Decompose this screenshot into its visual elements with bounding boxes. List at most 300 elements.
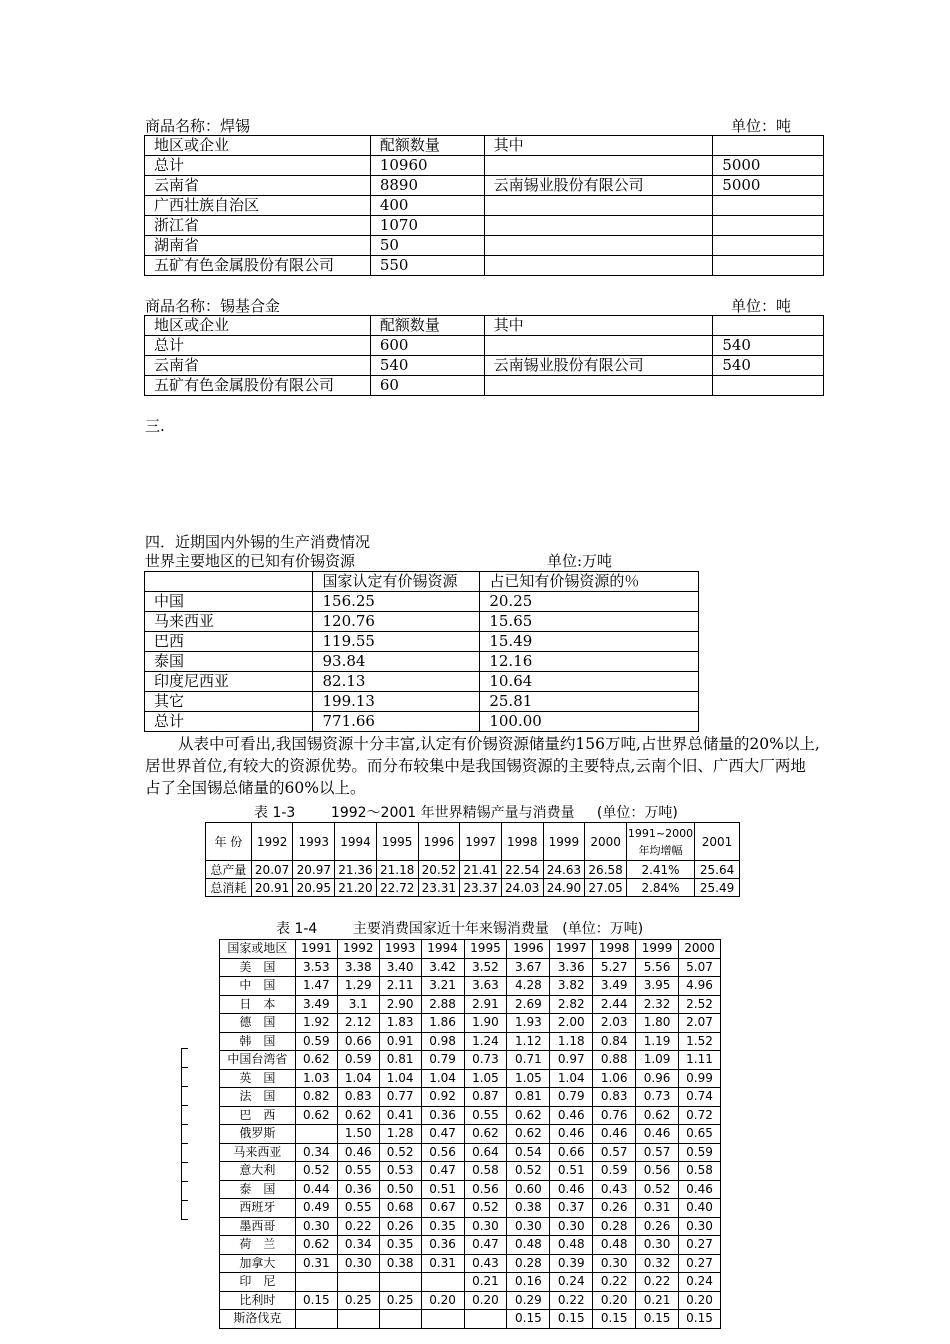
table-header-cell: 1995 (464, 940, 507, 959)
table-row (220, 1254, 721, 1273)
section-four-heading: 四．近期国内外锡的生产消费情况 (145, 533, 371, 551)
table-row (145, 156, 824, 176)
table-cell: 3.1 (337, 995, 379, 1014)
table-cell: 总计 (145, 156, 371, 176)
table-cell: 马来西亚 (145, 612, 313, 632)
table-cell (713, 236, 824, 256)
table-cell: 2.90 (379, 995, 421, 1014)
table-cell: 24.90 (543, 879, 585, 897)
table-cell: 0.52 (507, 1162, 550, 1181)
table-cell: 比利时 (220, 1291, 296, 1310)
table-row (206, 879, 740, 897)
table-cell: 2.32 (636, 995, 679, 1014)
table-cell: 0.50 (379, 1180, 421, 1199)
table-header-cell (145, 572, 313, 592)
table-cell: 540 (713, 356, 824, 376)
table-cell: 2.44 (593, 995, 636, 1014)
table-cell: 22.72 (376, 879, 418, 897)
table-row (220, 1291, 721, 1310)
table-cell: 0.59 (679, 1143, 721, 1162)
table-row (145, 216, 824, 236)
table-cell: 荷 兰 (220, 1236, 296, 1255)
table-cell: 0.52 (379, 1143, 421, 1162)
table-cell: 25.64 (695, 861, 740, 879)
table-cell: 3.95 (636, 977, 679, 996)
table-cell: 0.44 (295, 1180, 337, 1199)
table-cell: 印 尼 (220, 1273, 296, 1292)
table-cell: 1.04 (379, 1069, 421, 1088)
table-cell: 2.11 (379, 977, 421, 996)
table-cell: 0.52 (636, 1180, 679, 1199)
table-cell: 墨西哥 (220, 1217, 296, 1236)
table-row (145, 632, 699, 652)
table-cell: 12.16 (480, 652, 699, 672)
table-cell: 0.25 (379, 1291, 421, 1310)
table-header-row (145, 572, 699, 592)
table-cell: 1.29 (337, 977, 379, 996)
margin-bracket (181, 1048, 188, 1220)
table-cell: 0.30 (550, 1217, 593, 1236)
table-cell (421, 1310, 464, 1329)
table-row (220, 1069, 721, 1088)
table-cell: 0.15 (507, 1310, 550, 1329)
table-cell: 0.47 (421, 1125, 464, 1144)
table-cell: 82.13 (313, 672, 480, 692)
table-cell: 1.04 (337, 1069, 379, 1088)
table-cell: 0.48 (550, 1236, 593, 1255)
table-cell: 0.51 (550, 1162, 593, 1181)
table-cell: 550 (370, 256, 484, 276)
table-cell: 0.30 (464, 1217, 507, 1236)
table-cell: 1.04 (421, 1069, 464, 1088)
table-header-cell: 1998 (593, 940, 636, 959)
table-header-cell: 1993 (293, 823, 335, 861)
table-cell: 0.22 (550, 1291, 593, 1310)
table-cell: 1.11 (679, 1051, 721, 1070)
table-cell: 0.31 (295, 1254, 337, 1273)
table-cell: 1.28 (379, 1125, 421, 1144)
table-row (220, 1032, 721, 1051)
table-header-cell: 1998 (501, 823, 543, 861)
table-cell: 0.48 (507, 1236, 550, 1255)
table-cell: 总消耗 (206, 879, 252, 897)
table-cell: 0.20 (421, 1291, 464, 1310)
table-cell (464, 1310, 507, 1329)
table-cell: 0.49 (295, 1199, 337, 1218)
table-cell: 0.66 (550, 1143, 593, 1162)
consumption-by-country-table (219, 939, 721, 1329)
table-cell: 0.46 (550, 1106, 593, 1125)
table-cell: 0.52 (464, 1199, 507, 1218)
table-header-cell (713, 316, 824, 336)
unit-label-alloy: 单位：吨 (731, 297, 792, 315)
table-cell: 0.25 (337, 1291, 379, 1310)
table-cell: 0.55 (337, 1162, 379, 1181)
table-cell: 总产量 (206, 861, 252, 879)
table-cell: 0.59 (593, 1162, 636, 1181)
table-cell: 0.65 (679, 1125, 721, 1144)
table-header-row (145, 316, 824, 336)
table-cell: 0.76 (593, 1106, 636, 1125)
table-cell: 泰国 (145, 652, 313, 672)
table-cell: 0.31 (421, 1254, 464, 1273)
table-cell: 0.48 (593, 1236, 636, 1255)
table-cell: 0.56 (464, 1180, 507, 1199)
table-row (220, 1180, 721, 1199)
table-cell: 2.69 (507, 995, 550, 1014)
table-cell: 1.83 (379, 1014, 421, 1033)
table-cell: 0.27 (679, 1254, 721, 1273)
table-cell: 5.07 (679, 958, 721, 977)
table-cell: 0.62 (636, 1106, 679, 1125)
table-row (220, 1051, 721, 1070)
table-cell: 云南省 (145, 356, 371, 376)
table-cell: 0.81 (507, 1088, 550, 1107)
analysis-paragraph: 从表中可看出,我国锡资源十分丰富,认定有价锡资源储量约156万吨,占世界总储量的20%以上,居世界首位,有较大的资源优势。而分布较集中是我国锡资源的主要特点,云南个旧、广西大厂两地占了全国锡总储量的60%以上。 (145, 735, 820, 797)
table-cell: 0.97 (550, 1051, 593, 1070)
table-header-cell: 2000 (585, 823, 627, 861)
table-cell: 0.36 (421, 1106, 464, 1125)
table-cell: 0.29 (507, 1291, 550, 1310)
table-header-cell: 1991 (295, 940, 337, 959)
table-cell: 22.54 (501, 861, 543, 879)
table-cell: 1.06 (593, 1069, 636, 1088)
table-cell: 25.81 (480, 692, 699, 712)
table-cell: 0.60 (507, 1180, 550, 1199)
table-cell: 15.65 (480, 612, 699, 632)
table-cell: 3.42 (421, 958, 464, 977)
table-cell: 0.26 (593, 1199, 636, 1218)
table-header-cell: 配额数量 (370, 136, 484, 156)
table-cell: 0.79 (550, 1088, 593, 1107)
table-cell: 0.72 (679, 1106, 721, 1125)
table-cell: 23.31 (418, 879, 460, 897)
table-cell: 3.49 (593, 977, 636, 996)
table-cell: 0.57 (593, 1143, 636, 1162)
table-cell: 2.07 (679, 1014, 721, 1033)
table-cell: 0.15 (679, 1310, 721, 1329)
table-cell (421, 1273, 464, 1292)
table-cell: 0.83 (593, 1088, 636, 1107)
table-cell: 3.38 (337, 958, 379, 977)
table-row (145, 652, 699, 672)
table-cell: 0.99 (679, 1069, 721, 1088)
table-cell: 0.73 (636, 1088, 679, 1107)
table-cell: 1.80 (636, 1014, 679, 1033)
table-cell: 0.36 (421, 1236, 464, 1255)
table-header-cell: 年 份 (206, 823, 252, 861)
table-cell: 0.82 (295, 1088, 337, 1107)
table-cell: 100.00 (480, 712, 699, 732)
table-cell: 0.92 (421, 1088, 464, 1107)
table-cell: 1.12 (507, 1032, 550, 1051)
table-cell: 3.53 (295, 958, 337, 977)
table-cell: 0.24 (679, 1273, 721, 1292)
table13-caption: 表 1-3 1992～2001 年世界精锡产量与消费量 (单位：万吨) (254, 805, 678, 821)
table-cell: 10960 (370, 156, 484, 176)
table-cell: 0.36 (337, 1180, 379, 1199)
section-three-heading: 三. (145, 417, 165, 435)
table-header-cell: 1992 (337, 940, 379, 959)
table-row (220, 1143, 721, 1162)
table-cell: 2.41% (626, 861, 694, 879)
table-row (145, 612, 699, 632)
table-cell (484, 336, 713, 356)
table-cell: 0.55 (464, 1106, 507, 1125)
table-cell: 法 国 (220, 1088, 296, 1107)
table-cell: 1.92 (295, 1014, 337, 1033)
table-header-row (206, 823, 740, 861)
table-cell: 0.62 (295, 1106, 337, 1125)
table-row (145, 176, 824, 196)
table-cell: 泰 国 (220, 1180, 296, 1199)
table-cell: 0.58 (464, 1162, 507, 1181)
table-cell: 120.76 (313, 612, 480, 632)
table-row (206, 861, 740, 879)
table-cell: 印度尼西亚 (145, 672, 313, 692)
table-cell: 1.47 (295, 977, 337, 996)
table-header-cell: 1994 (335, 823, 377, 861)
table-cell: 600 (370, 336, 484, 356)
table-cell: 2.03 (593, 1014, 636, 1033)
world-tin-production-table (205, 822, 740, 897)
table-cell: 21.36 (335, 861, 377, 879)
table-cell: 0.83 (337, 1088, 379, 1107)
table-row (145, 336, 824, 356)
table-cell: 1.03 (295, 1069, 337, 1088)
table-cell: 15.49 (480, 632, 699, 652)
product-label-solder: 商品名称：焊锡 (145, 117, 251, 135)
table-cell: 0.30 (636, 1236, 679, 1255)
table-cell: 540 (370, 356, 484, 376)
table-cell: 0.46 (679, 1180, 721, 1199)
table-cell: 0.15 (295, 1291, 337, 1310)
table-header-row (145, 136, 824, 156)
table-cell: 0.81 (379, 1051, 421, 1070)
table-cell: 20.07 (251, 861, 293, 879)
table-cell: 中 国 (220, 977, 296, 996)
table-cell: 0.35 (379, 1236, 421, 1255)
table-cell: 1070 (370, 216, 484, 236)
table-cell (713, 196, 824, 216)
table-cell: 0.43 (464, 1254, 507, 1273)
table-cell: 0.87 (464, 1088, 507, 1107)
table-cell: 540 (713, 336, 824, 356)
table-row (145, 672, 699, 692)
table-cell: 0.43 (593, 1180, 636, 1199)
table-cell: 0.46 (337, 1143, 379, 1162)
table-cell: 3.63 (464, 977, 507, 996)
table-row (145, 712, 699, 732)
table-cell: 俄罗斯 (220, 1125, 296, 1144)
table-header-cell: 国家认定有价锡资源 (313, 572, 480, 592)
table-cell: 0.79 (421, 1051, 464, 1070)
table-cell: 0.58 (679, 1162, 721, 1181)
table-row (145, 256, 824, 276)
table-cell: 巴 西 (220, 1106, 296, 1125)
table-cell: 1.90 (464, 1014, 507, 1033)
table-cell: 0.26 (636, 1217, 679, 1236)
table-header-cell: 2001 (695, 823, 740, 861)
table-cell: 25.49 (695, 879, 740, 897)
table-cell: 0.59 (295, 1032, 337, 1051)
table-row (220, 1199, 721, 1218)
table-cell: 0.30 (507, 1217, 550, 1236)
table-cell: 2.88 (421, 995, 464, 1014)
table-cell: 23.37 (460, 879, 502, 897)
table-cell: 60 (370, 376, 484, 396)
table-cell (379, 1310, 421, 1329)
table-cell (337, 1310, 379, 1329)
table-cell: 1.24 (464, 1032, 507, 1051)
table-cell (484, 196, 713, 216)
table14-caption: 表 1-4 主要消费国家近十年来锡消费量 (单位：万吨) (276, 921, 644, 937)
table-cell: 0.38 (507, 1199, 550, 1218)
table-cell: 0.62 (507, 1106, 550, 1125)
table-cell: 0.22 (593, 1273, 636, 1292)
table-cell: 0.54 (507, 1143, 550, 1162)
table-cell: 韩 国 (220, 1032, 296, 1051)
table-cell: 0.15 (593, 1310, 636, 1329)
table-cell: 8890 (370, 176, 484, 196)
table-cell: 0.20 (464, 1291, 507, 1310)
table-cell: 0.66 (337, 1032, 379, 1051)
table-header-cell: 1993 (379, 940, 421, 959)
table-cell: 0.67 (421, 1199, 464, 1218)
table-cell: 0.35 (421, 1217, 464, 1236)
table-header-cell: 配额数量 (370, 316, 484, 336)
table-cell: 400 (370, 196, 484, 216)
table-cell: 0.34 (295, 1143, 337, 1162)
table-cell: 2.82 (550, 995, 593, 1014)
table-cell: 马来西亚 (220, 1143, 296, 1162)
table-cell: 0.16 (507, 1273, 550, 1292)
table-header-cell: 1994 (421, 940, 464, 959)
table-cell: 0.15 (550, 1310, 593, 1329)
table-cell (713, 376, 824, 396)
table-header-cell: 2000 (679, 940, 721, 959)
table-cell: 24.63 (543, 861, 585, 879)
table-cell: 德 国 (220, 1014, 296, 1033)
table-cell: 0.74 (679, 1088, 721, 1107)
table-cell: 斯洛伐克 (220, 1310, 296, 1329)
table-cell: 美 国 (220, 958, 296, 977)
table-cell: 0.62 (295, 1236, 337, 1255)
table-cell: 0.20 (593, 1291, 636, 1310)
table-row (220, 1310, 721, 1329)
unit-label-solder: 单位：吨 (731, 117, 792, 135)
table-row (220, 995, 721, 1014)
table-header-cell: 1995 (376, 823, 418, 861)
table-header-cell: 1999 (543, 823, 585, 861)
table-cell: 3.21 (421, 977, 464, 996)
table-header-cell: 地区或企业 (145, 316, 371, 336)
table-cell: 0.77 (379, 1088, 421, 1107)
table-cell: 3.67 (507, 958, 550, 977)
table-cell: 其它 (145, 692, 313, 712)
table-cell: 0.30 (337, 1254, 379, 1273)
table-cell: 0.37 (550, 1199, 593, 1218)
table-cell: 0.39 (550, 1254, 593, 1273)
table-cell: 0.30 (295, 1217, 337, 1236)
table-cell: 5000 (713, 176, 824, 196)
table-cell: 加拿大 (220, 1254, 296, 1273)
table-cell: 3.82 (550, 977, 593, 996)
table-cell: 0.47 (421, 1162, 464, 1181)
table-row (145, 236, 824, 256)
table-header-cell (713, 136, 824, 156)
table-cell: 0.68 (379, 1199, 421, 1218)
table-cell: 0.27 (679, 1236, 721, 1255)
table-cell: 0.31 (636, 1199, 679, 1218)
table-cell: 0.56 (421, 1143, 464, 1162)
table-cell: 0.30 (679, 1217, 721, 1236)
table-header-cell: 1996 (418, 823, 460, 861)
table-cell: 1.93 (507, 1014, 550, 1033)
table-cell: 2.00 (550, 1014, 593, 1033)
table-cell: 0.53 (379, 1162, 421, 1181)
table-cell: 总计 (145, 336, 371, 356)
table-cell: 199.13 (313, 692, 480, 712)
table-cell: 0.55 (337, 1199, 379, 1218)
table-cell: 云南锡业股份有限公司 (484, 176, 713, 196)
table-cell: 1.52 (679, 1032, 721, 1051)
table-cell: 1.05 (507, 1069, 550, 1088)
table-header-cell: 1997 (460, 823, 502, 861)
table-header-cell: 其中 (484, 136, 713, 156)
table-row (220, 958, 721, 977)
table-cell: 0.57 (636, 1143, 679, 1162)
table-cell: 20.25 (480, 592, 699, 612)
table-cell: 0.41 (379, 1106, 421, 1125)
table-cell: 27.05 (585, 879, 627, 897)
table-row (220, 1106, 721, 1125)
table-cell: 总计 (145, 712, 313, 732)
table-row (220, 1088, 721, 1107)
table-cell: 5.27 (593, 958, 636, 977)
table-cell: 10.64 (480, 672, 699, 692)
table-cell: 20.52 (418, 861, 460, 879)
table-cell: 西班牙 (220, 1199, 296, 1218)
table-cell: 0.15 (636, 1310, 679, 1329)
table-cell (295, 1310, 337, 1329)
table-header-cell: 国家或地区 (220, 940, 296, 959)
table-cell: 26.58 (585, 861, 627, 879)
table-cell: 50 (370, 236, 484, 256)
table-cell: 156.25 (313, 592, 480, 612)
table-cell: 0.59 (337, 1051, 379, 1070)
table-cell: 中国 (145, 592, 313, 612)
table-header-cell: 1997 (550, 940, 593, 959)
table-cell: 0.62 (507, 1125, 550, 1144)
table-cell: 771.66 (313, 712, 480, 732)
table-cell: 英 国 (220, 1069, 296, 1088)
table-row (220, 1162, 721, 1181)
table-cell: 0.46 (550, 1125, 593, 1144)
table-cell: 0.46 (593, 1125, 636, 1144)
table-cell: 2.91 (464, 995, 507, 1014)
table-row (220, 977, 721, 996)
table-cell: 0.21 (636, 1291, 679, 1310)
table-cell (295, 1273, 337, 1292)
table-cell (379, 1273, 421, 1292)
table-cell: 0.46 (550, 1180, 593, 1199)
table-header-row (220, 940, 721, 959)
table-header-cell: 1992 (251, 823, 293, 861)
table-cell (484, 236, 713, 256)
table-cell: 0.21 (464, 1273, 507, 1292)
table-cell: 云南锡业股份有限公司 (484, 356, 713, 376)
